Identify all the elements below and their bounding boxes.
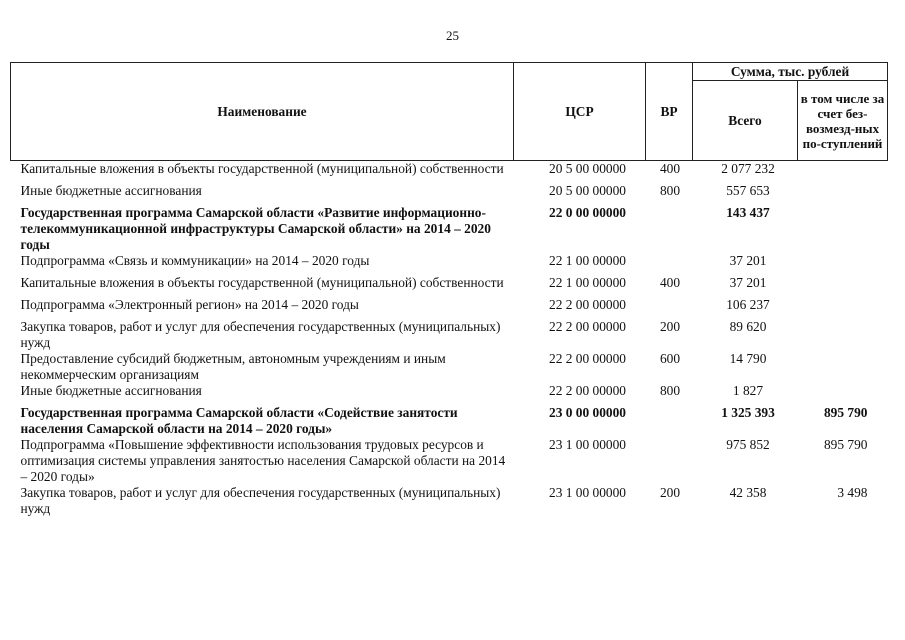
header-name: Наименование	[11, 63, 514, 161]
header-total: Всего	[693, 81, 798, 161]
row-grant	[798, 319, 888, 351]
row-csr: 22 1 00 00000	[549, 275, 626, 290]
row-csr: 20 5 00 00000	[549, 183, 626, 198]
row-total: 106 237	[726, 297, 770, 312]
row-vr: 400	[659, 161, 681, 176]
header-vr: ВР	[646, 63, 693, 161]
row-grant	[798, 275, 888, 297]
row-name: Капитальные вложения в объекты государственной (муниципальной) собственности	[20, 275, 504, 290]
table-row	[11, 319, 888, 351]
row-name: Капитальные вложения в объекты государственной (муниципальной) собственности	[20, 161, 504, 176]
row-name: Закупка товаров, работ и услуг для обеспечения государственных (муниципальных) нужд	[20, 485, 501, 516]
row-vr	[646, 297, 693, 319]
row-name: Иные бюджетные ассигнования	[20, 383, 202, 398]
row-name: Государственная программа Самарской области «Развитие информационно-телекоммуникационной инфраструктуры Самарской области» на 2014 – 2020 годы	[20, 205, 491, 252]
table-row	[11, 485, 888, 517]
table-header	[11, 63, 888, 161]
row-grant	[798, 351, 888, 383]
row-total: 557 653	[726, 183, 770, 198]
row-vr: 200	[659, 485, 681, 500]
table-row	[11, 183, 888, 205]
table-row	[11, 275, 888, 297]
row-vr	[646, 405, 693, 437]
header-sum: Сумма, тыс. рублей	[693, 63, 888, 81]
budget-table	[10, 62, 888, 517]
row-name: Подпрограмма «Повышение эффективности использования трудовых ресурсов и оптимизация системы управления занятостью населения Самарской области на 2014 – 2020 годы»	[20, 437, 506, 484]
row-total: 37 201	[729, 275, 767, 290]
row-name: Подпрограмма «Электронный регион» на 2014 – 2020 годы	[20, 297, 359, 312]
table-row	[11, 205, 888, 253]
row-grant	[798, 297, 888, 319]
row-grant: 895 790	[823, 437, 868, 452]
row-csr: 23 1 00 00000	[549, 485, 626, 500]
row-vr	[646, 437, 693, 485]
row-total: 42 358	[729, 485, 767, 500]
table-row	[11, 161, 888, 184]
table-row	[11, 297, 888, 319]
row-csr: 23 1 00 00000	[549, 437, 626, 452]
row-csr: 22 0 00 00000	[549, 205, 626, 220]
row-name: Закупка товаров, работ и услуг для обеспечения государственных (муниципальных) нужд	[20, 319, 501, 350]
header-grant: в том числе за счет без-возмезд-ных по-ступлений	[798, 81, 888, 161]
row-csr: 22 2 00 00000	[549, 297, 626, 312]
row-name: Подпрограмма «Связь и коммуникации» на 2014 – 2020 годы	[20, 253, 370, 268]
row-vr	[646, 205, 693, 253]
row-total: 143 437	[726, 205, 770, 220]
row-total: 89 620	[729, 319, 767, 334]
table-row	[11, 437, 888, 485]
row-vr: 800	[659, 383, 681, 398]
row-grant	[798, 183, 888, 205]
budget-table-container	[10, 62, 887, 517]
row-grant: 3 498	[837, 485, 868, 500]
table-body	[11, 161, 888, 518]
row-total: 14 790	[729, 351, 767, 366]
row-csr: 22 1 00 00000	[549, 253, 626, 268]
row-name: Государственная программа Самарской области «Содействие занятости населения Самарской области на 2014 – 2020 годы»	[20, 405, 458, 436]
row-grant	[798, 205, 888, 253]
row-csr: 20 5 00 00000	[549, 161, 626, 176]
row-total: 1 325 393	[721, 405, 775, 420]
row-vr: 800	[659, 183, 681, 198]
table-row	[11, 253, 888, 275]
page-number: 25	[446, 28, 459, 43]
row-total: 1 827	[732, 383, 764, 398]
row-total: 975 852	[726, 437, 770, 452]
table-row	[11, 383, 888, 405]
row-name: Предоставление субсидий бюджетным, автономным учреждениям и иным некоммерческим организациям	[20, 351, 446, 382]
row-total: 2 077 232	[721, 161, 775, 176]
row-vr: 600	[659, 351, 681, 366]
row-total: 37 201	[729, 253, 767, 268]
row-grant: 895 790	[823, 405, 868, 420]
table-row	[11, 351, 888, 383]
row-grant	[798, 253, 888, 275]
row-csr: 23 0 00 00000	[549, 405, 626, 420]
row-csr: 22 2 00 00000	[549, 383, 626, 398]
row-vr: 400	[659, 275, 681, 290]
row-csr: 22 2 00 00000	[549, 319, 626, 334]
row-csr: 22 2 00 00000	[549, 351, 626, 366]
row-vr	[646, 253, 693, 275]
header-csr: ЦСР	[514, 63, 646, 161]
table-row	[11, 405, 888, 437]
row-grant	[798, 161, 888, 184]
row-vr: 200	[659, 319, 681, 334]
row-grant	[798, 383, 888, 405]
row-name: Иные бюджетные ассигнования	[20, 183, 202, 198]
